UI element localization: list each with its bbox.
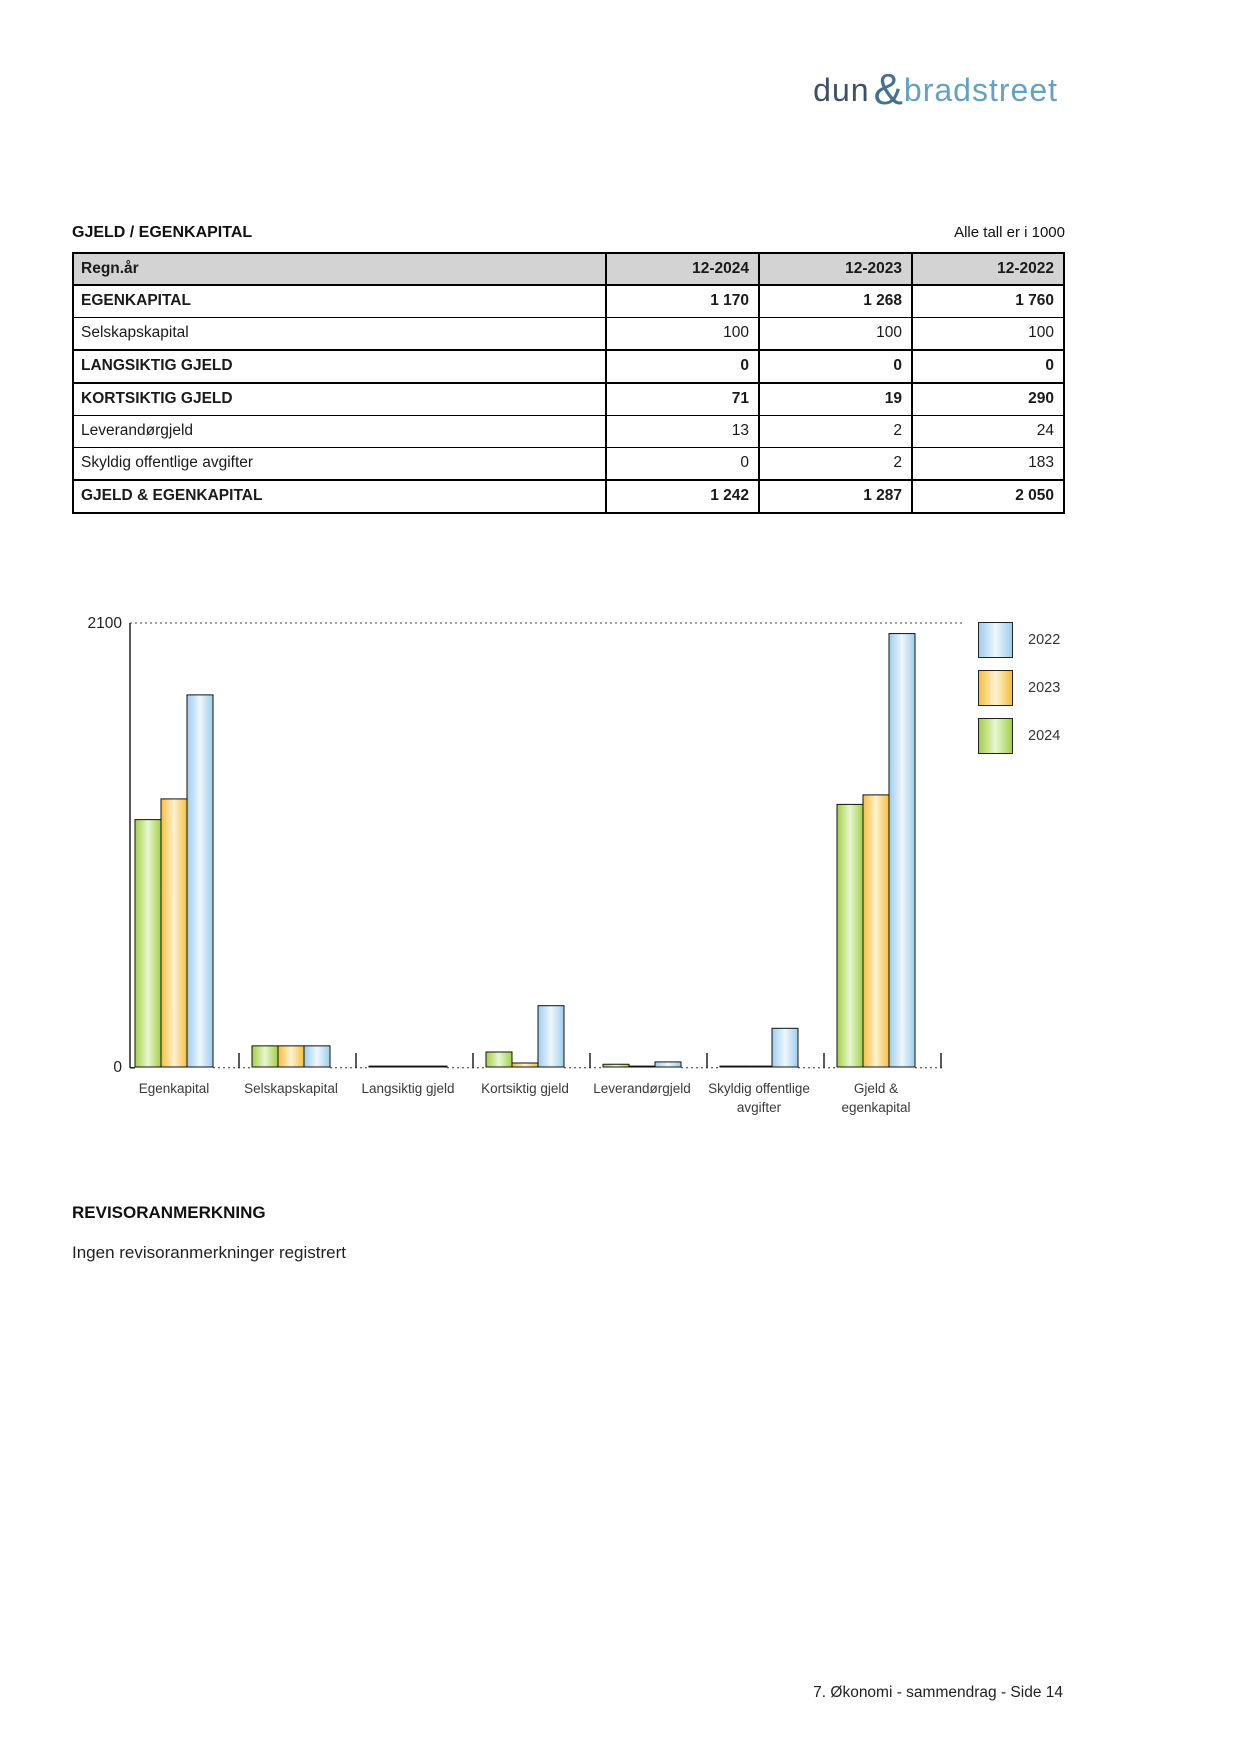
cell-value: 19 (758, 384, 911, 415)
bar-gjeld-egenkapital-2023 (863, 795, 889, 1067)
header-col: 12-2022 (911, 254, 1063, 284)
table-header-row (74, 254, 1063, 284)
table-row (74, 479, 1063, 512)
table-row (74, 415, 1063, 447)
cell-value: 1 760 (911, 286, 1063, 317)
cell-value: 1 170 (605, 286, 758, 317)
units-note: Alle tall er i 1000 (954, 224, 1065, 241)
cell-value: 0 (605, 351, 758, 382)
row-label: Leverandørgjeld (81, 422, 194, 439)
bar-egenkapital-2022 (187, 695, 213, 1067)
legend-swatch-2022 (978, 622, 1013, 658)
bar-chart (75, 545, 975, 1125)
cell-value: 1 287 (758, 481, 911, 512)
table-row (74, 317, 1063, 349)
cell-value: 290 (911, 384, 1063, 415)
cell-value: 0 (605, 448, 758, 479)
cell-value: 0 (911, 351, 1063, 382)
cell-value: 100 (758, 318, 911, 349)
legend-label: 2022 (1028, 632, 1061, 648)
x-category-label: Kortsiktig gjeld (481, 1081, 569, 1096)
bar-kortsiktig-gjeld-2023 (512, 1063, 538, 1067)
cell-value: 0 (758, 351, 911, 382)
bar-chart-canvas (75, 545, 975, 1125)
bar-selskapskapital-2023 (278, 1046, 304, 1067)
x-category-label: Egenkapital (138, 1081, 210, 1096)
bar-skyldig-offentlige-avgifter-2024 (720, 1066, 746, 1067)
table-row (74, 349, 1063, 382)
bar-leverand-rgjeld-2024 (603, 1064, 629, 1067)
bar-selskapskapital-2024 (252, 1046, 278, 1067)
cell-value: 71 (605, 384, 758, 415)
bar-skyldig-offentlige-avgifter-2022 (772, 1028, 798, 1067)
bar-egenkapital-2024 (135, 820, 161, 1067)
bar-gjeld-egenkapital-2024 (837, 804, 863, 1067)
y-tick-label: 2100 (87, 615, 122, 632)
x-category-label: Skyldig offentlige (708, 1081, 810, 1096)
legend-swatch-2024 (978, 718, 1013, 754)
row-label: GJELD & EGENKAPITAL (81, 487, 263, 504)
bar-gjeld-egenkapital-2022 (889, 634, 915, 1067)
table-row (74, 284, 1063, 317)
bar-langsiktig-gjeld-2024 (369, 1066, 395, 1067)
x-category-label: avgifter (736, 1100, 782, 1115)
legend-label: 2024 (1028, 728, 1061, 744)
bar-kortsiktig-gjeld-2024 (486, 1052, 512, 1067)
cell-value: 183 (911, 448, 1063, 479)
bar-skyldig-offentlige-avgifter-2023 (746, 1066, 772, 1067)
cell-value: 2 (758, 448, 911, 479)
chart-legend (978, 622, 1060, 766)
bar-leverand-rgjeld-2022 (655, 1062, 681, 1067)
bar-leverand-rgjeld-2023 (629, 1066, 655, 1067)
x-category-label: Selskapskapital (244, 1081, 338, 1096)
cell-value: 100 (911, 318, 1063, 349)
dun-bradstreet-logo: dun & bradstreet (813, 65, 1058, 114)
table-row (74, 447, 1063, 479)
legend-swatch-2023 (978, 670, 1013, 706)
x-category-label: Leverandørgjeld (593, 1081, 691, 1096)
table-row (74, 382, 1063, 415)
bar-selskapskapital-2022 (304, 1046, 330, 1067)
x-category-label: egenkapital (841, 1100, 911, 1115)
auditor-remark-block (72, 1203, 346, 1263)
row-label: Selskapskapital (81, 324, 189, 341)
row-label: KORTSIKTIG GJELD (81, 390, 233, 407)
cell-value: 2 (758, 416, 911, 447)
logo-text-brad: bradstreet (903, 72, 1058, 108)
financial-table (72, 252, 1065, 514)
section-title: GJELD / EGENKAPITAL (72, 224, 253, 241)
cell-value: 2 050 (911, 481, 1063, 512)
header-col: 12-2023 (758, 254, 911, 284)
legend-label: 2023 (1028, 680, 1061, 696)
bar-langsiktig-gjeld-2022 (421, 1066, 447, 1067)
row-label: EGENKAPITAL (81, 292, 191, 309)
y-tick-label: 0 (113, 1059, 122, 1076)
bar-langsiktig-gjeld-2023 (395, 1066, 421, 1067)
row-label: Skyldig offentlige avgifter (81, 454, 254, 471)
legend-item-2023 (978, 670, 1060, 706)
cell-value: 1 242 (605, 481, 758, 512)
x-category-label: Gjeld & (853, 1081, 899, 1096)
header-label: Regn.år (81, 260, 139, 277)
auditor-remark-text: Ingen revisoranmerkninger registrert (72, 1243, 347, 1262)
page-footer: 7. Økonomi - sammendrag - Side 14 (813, 1684, 1063, 1701)
cell-value: 13 (605, 416, 758, 447)
bar-kortsiktig-gjeld-2022 (538, 1006, 564, 1067)
bar-egenkapital-2023 (161, 799, 187, 1067)
row-label: LANGSIKTIG GJELD (81, 357, 233, 374)
legend-item-2022 (978, 622, 1060, 658)
header-col: 12-2024 (605, 254, 758, 284)
cell-value: 24 (911, 416, 1063, 447)
logo-text-dun: dun (813, 72, 870, 108)
cell-value: 100 (605, 318, 758, 349)
cell-value: 1 268 (758, 286, 911, 317)
legend-item-2024 (978, 718, 1060, 754)
x-category-label: Langsiktig gjeld (361, 1081, 455, 1096)
auditor-remark-heading: REVISORANMERKNING (72, 1203, 266, 1222)
section-heading-row (72, 224, 1065, 242)
